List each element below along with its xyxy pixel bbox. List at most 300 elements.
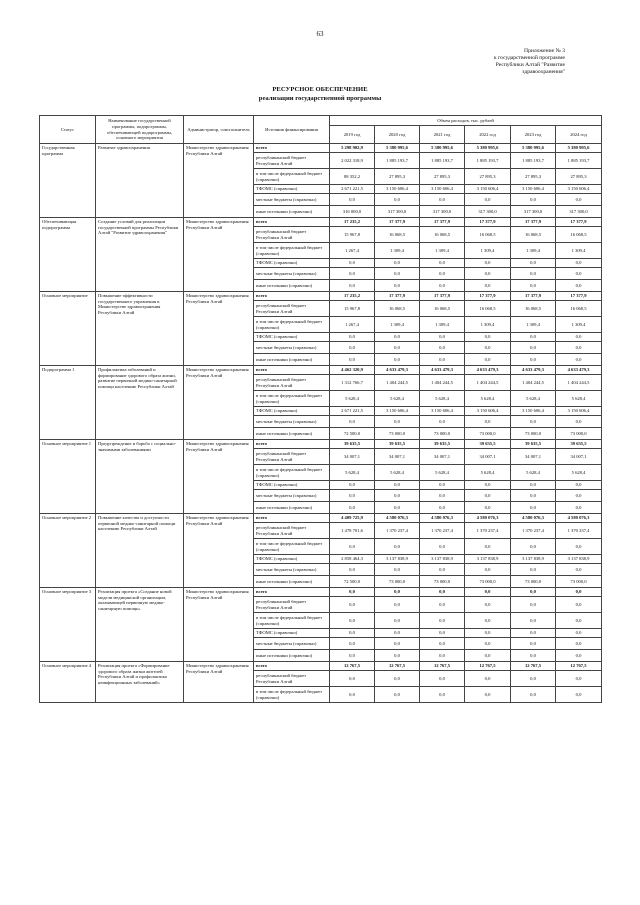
admin-cell: Министерство здравоохранения Республики Алтай [184, 662, 254, 703]
value-cell: 1 404 244,5 [556, 375, 602, 391]
value-cell: 0,0 [511, 259, 556, 268]
appendix-line: Республики Алтай "Развитие [495, 62, 565, 69]
header-year: 2023 год [511, 126, 556, 144]
value-cell: 3 150 606,4 [511, 407, 556, 416]
value-cell: 5 628,4 [330, 391, 375, 407]
table-body [40, 144, 602, 703]
value-cell: 0,0 [330, 416, 375, 428]
value-cell: 5 380 995,6 [420, 144, 465, 153]
value-cell: 0,0 [511, 613, 556, 629]
value-cell: 17 377,9 [556, 292, 602, 301]
value-cell: 3 137 838,9 [420, 555, 465, 564]
value-cell: 0,0 [556, 354, 602, 366]
source-cell: местные бюджеты (справочно) [254, 638, 330, 650]
value-cell: 1 370 237,4 [420, 523, 465, 539]
source-cell: ТФОМС (справочно) [254, 333, 330, 342]
value-cell: 5 628,4 [330, 465, 375, 481]
value-cell: 0,0 [511, 481, 556, 490]
source-cell: местные бюджеты (справочно) [254, 194, 330, 206]
value-cell: 0,0 [375, 481, 420, 490]
value-cell: 0,0 [330, 194, 375, 206]
source-cell: всего [254, 218, 330, 227]
status-cell: Основное мероприятие 3 [40, 588, 96, 662]
source-cell: иные источники (справочно) [254, 502, 330, 514]
name-cell: Развитие здравоохранения [96, 144, 184, 218]
value-cell: 39 635,5 [556, 440, 602, 449]
value-cell: 0,0 [465, 597, 511, 613]
value-cell: 0,0 [330, 671, 375, 687]
value-cell: 4 633 479,3 [420, 366, 465, 375]
value-cell: 0,0 [511, 588, 556, 597]
source-cell: иные источники (справочно) [254, 428, 330, 440]
value-cell: 0,0 [511, 333, 556, 342]
value-cell: 1 309,4 [556, 317, 602, 333]
source-cell: всего [254, 662, 330, 671]
value-cell: 1 267,4 [330, 243, 375, 259]
value-cell: 5 380 995,6 [511, 144, 556, 153]
value-cell: 73 000,0 [375, 576, 420, 588]
value-cell: 34 007,1 [330, 449, 375, 465]
value-cell: 3 150 606,4 [465, 407, 511, 416]
value-cell: 1 370 237,4 [465, 523, 511, 539]
value-cell: 0,0 [556, 259, 602, 268]
value-cell: 0,0 [420, 539, 465, 555]
value-cell: 0,0 [556, 613, 602, 629]
value-cell: 39 635,5 [511, 440, 556, 449]
value-cell: 27 895,3 [465, 169, 511, 185]
table-row [40, 514, 602, 523]
value-cell: 12 767,5 [511, 662, 556, 671]
value-cell: 1 370 237,4 [375, 523, 420, 539]
value-cell: 73 000,0 [511, 576, 556, 588]
value-cell: 34 007,1 [465, 449, 511, 465]
value-cell: 0,0 [511, 354, 556, 366]
value-cell: 0,0 [556, 194, 602, 206]
value-cell: 12 767,5 [465, 662, 511, 671]
source-cell: республиканский бюджет Республики Алтай [254, 153, 330, 169]
value-cell: 0,0 [465, 671, 511, 687]
value-cell: 17 235,2 [330, 218, 375, 227]
name-cell: Реализация проекта «Создание новой модели медицинской организации, оказывающей первичную медико-санитарную помощь» [96, 588, 184, 662]
source-cell: местные бюджеты (справочно) [254, 268, 330, 280]
source-cell: в том числе федеральный бюджет (справочно) [254, 613, 330, 629]
value-cell: 317 300,0 [465, 206, 511, 218]
name-cell: Реализация проекта «Формирование здорового образа жизни жителей Республики Алтай и профилактика неинфекционных заболеваний» [96, 662, 184, 703]
value-cell: 0,0 [511, 416, 556, 428]
name-cell: Повышение эффективности государственного управления в Министерстве здравоохранения Республики Алтай [96, 292, 184, 366]
value-cell: 1 309,4 [465, 243, 511, 259]
value-cell: 39 635,5 [330, 440, 375, 449]
value-cell: 17 377,9 [556, 218, 602, 227]
resource-table [39, 115, 602, 703]
title-line: РЕСУРСНОЕ ОБЕСПЕЧЕНИЕ [272, 86, 368, 93]
source-cell: ТФОМС (справочно) [254, 629, 330, 638]
value-cell: 34 007,1 [420, 449, 465, 465]
value-cell: 17 377,9 [375, 218, 420, 227]
value-cell: 2 671 221,5 [330, 407, 375, 416]
source-cell: в том числе федеральный бюджет (справочно) [254, 539, 330, 555]
value-cell: 316 000,0 [330, 206, 375, 218]
value-cell: 0,0 [556, 629, 602, 638]
value-cell: 34 007,1 [375, 449, 420, 465]
header-year: 2020 год [375, 126, 420, 144]
admin-cell: Министерство здравоохранения Республики Алтай [184, 588, 254, 662]
admin-cell: Министерство здравоохранения Республики Алтай [184, 440, 254, 514]
value-cell: 0,0 [556, 416, 602, 428]
value-cell: 0,0 [420, 259, 465, 268]
value-cell: 17 377,9 [511, 292, 556, 301]
value-cell: 4 633 479,3 [556, 366, 602, 375]
source-cell: местные бюджеты (справочно) [254, 564, 330, 576]
value-cell: 0,0 [556, 342, 602, 354]
value-cell: 0,0 [511, 638, 556, 650]
value-cell: 34 007,1 [511, 449, 556, 465]
value-cell: 17 377,9 [465, 218, 511, 227]
value-cell: 3 137 838,9 [556, 555, 602, 564]
source-cell: республиканский бюджет Республики Алтай [254, 523, 330, 539]
source-cell: республиканский бюджет Республики Алтай [254, 449, 330, 465]
value-cell: 1 309,4 [556, 243, 602, 259]
value-cell: 16 068,5 [556, 227, 602, 243]
value-cell: 0,0 [375, 268, 420, 280]
value-cell: 0,0 [556, 671, 602, 687]
appendix-line: к государственной программе [493, 55, 565, 62]
value-cell: 0,0 [375, 342, 420, 354]
value-cell: 0,0 [375, 687, 420, 703]
table-row [40, 144, 602, 153]
value-cell: 16 068,5 [511, 301, 556, 317]
admin-cell: Министерство здравоохранения Республики Алтай [184, 218, 254, 292]
source-cell: республиканский бюджет Республики Алтай [254, 671, 330, 687]
subtitle-line: реализации государственной программы [258, 94, 382, 102]
page-number: 63 [316, 30, 324, 38]
value-cell: 0,0 [465, 650, 511, 662]
source-cell: в том числе федеральный бюджет (справочно) [254, 243, 330, 259]
value-cell: 5 298 902,9 [330, 144, 375, 153]
value-cell: 0,0 [556, 268, 602, 280]
value-cell: 0,0 [330, 539, 375, 555]
value-cell: 3 150 606,4 [465, 185, 511, 194]
value-cell: 0,0 [330, 333, 375, 342]
value-cell: 0,0 [556, 502, 602, 514]
value-cell: 0,0 [465, 629, 511, 638]
header-year: 2024 год [556, 126, 602, 144]
value-cell: 0,0 [330, 588, 375, 597]
appendix-line: Приложение № 3 [524, 48, 565, 54]
value-cell: 1 885 193,7 [465, 153, 511, 169]
value-cell: 0,0 [465, 502, 511, 514]
value-cell: 72 500,0 [330, 428, 375, 440]
value-cell: 5 628,4 [420, 465, 465, 481]
value-cell: 5 628,4 [556, 391, 602, 407]
source-cell: в том числе федеральный бюджет (справочно) [254, 465, 330, 481]
value-cell: 73 000,0 [465, 576, 511, 588]
value-cell: 1 309,4 [375, 317, 420, 333]
value-cell: 2 671 221,5 [330, 185, 375, 194]
value-cell: 73 000,0 [556, 428, 602, 440]
value-cell: 0,0 [375, 650, 420, 662]
value-cell: 17 377,9 [420, 292, 465, 301]
value-cell: 1 309,4 [420, 243, 465, 259]
value-cell: 317 300,0 [420, 206, 465, 218]
source-cell: ТФОМС (справочно) [254, 259, 330, 268]
admin-cell: Министерство здравоохранения Республики Алтай [184, 292, 254, 366]
value-cell: 0,0 [375, 638, 420, 650]
source-cell: всего [254, 366, 330, 375]
value-cell: 0,0 [556, 687, 602, 703]
value-cell: 0,0 [375, 333, 420, 342]
value-cell: 4 580 076,3 [420, 514, 465, 523]
source-cell: местные бюджеты (справочно) [254, 490, 330, 502]
value-cell: 0,0 [375, 354, 420, 366]
source-cell: республиканский бюджет Республики Алтай [254, 227, 330, 243]
value-cell: 0,0 [330, 259, 375, 268]
header-status: Статус [40, 116, 96, 144]
value-cell: 73 000,0 [375, 428, 420, 440]
status-cell: Основное мероприятие 4 [40, 662, 96, 703]
value-cell: 0,0 [330, 268, 375, 280]
value-cell: 0,0 [420, 687, 465, 703]
value-cell: 1 404 244,5 [420, 375, 465, 391]
source-cell: республиканский бюджет Республики Алтай [254, 597, 330, 613]
header-name: Наименование государственной программы, подпрограммы, обеспечивающей подпрограммы, основного мероприятия [96, 116, 184, 144]
value-cell: 3 150 606,4 [420, 185, 465, 194]
value-cell: 0,0 [511, 539, 556, 555]
value-cell: 3 137 838,9 [375, 555, 420, 564]
value-cell: 1 309,4 [511, 317, 556, 333]
value-cell: 0,0 [330, 650, 375, 662]
value-cell: 3 137 838,9 [511, 555, 556, 564]
header-source: Источник финансирования [254, 116, 330, 144]
value-cell: 0,0 [375, 502, 420, 514]
value-cell: 88 352,2 [330, 169, 375, 185]
table-row [40, 662, 602, 671]
value-cell: 5 380 995,6 [556, 144, 602, 153]
value-cell: 0,0 [375, 597, 420, 613]
value-cell: 0,0 [375, 490, 420, 502]
value-cell: 5 628,4 [556, 465, 602, 481]
value-cell: 16 068,5 [465, 301, 511, 317]
value-cell: 16 068,5 [556, 301, 602, 317]
value-cell: 0,0 [465, 259, 511, 268]
value-cell: 16 068,5 [420, 301, 465, 317]
value-cell: 5 628,4 [465, 391, 511, 407]
status-cell: Основное мероприятие 1 [40, 440, 96, 514]
value-cell: 0,0 [375, 259, 420, 268]
value-cell: 0,0 [330, 342, 375, 354]
value-cell: 0,0 [511, 268, 556, 280]
header-year: 2021 год [420, 126, 465, 144]
status-cell: Основное мероприятие 2 [40, 514, 96, 588]
admin-cell: Министерство здравоохранения Республики Алтай [184, 144, 254, 218]
value-cell: 0,0 [375, 280, 420, 292]
source-cell: ТФОМС (справочно) [254, 481, 330, 490]
value-cell: 0,0 [511, 687, 556, 703]
value-cell: 4 633 479,3 [511, 366, 556, 375]
value-cell: 0,0 [330, 490, 375, 502]
header-admin: Администратор, соисполнитель [184, 116, 254, 144]
name-cell: Предупреждение и борьба с социально-значимыми заболеваниями [96, 440, 184, 514]
value-cell: 0,0 [420, 671, 465, 687]
value-cell: 5 380 995,6 [375, 144, 420, 153]
value-cell: 0,0 [420, 597, 465, 613]
value-cell: 16 068,5 [465, 227, 511, 243]
header-year: 2019 год [330, 126, 375, 144]
value-cell: 3 150 606,4 [556, 407, 602, 416]
value-cell: 0,0 [511, 650, 556, 662]
value-cell: 0,0 [465, 687, 511, 703]
value-cell: 1 312 766,7 [330, 375, 375, 391]
value-cell: 0,0 [420, 564, 465, 576]
document-title [0, 86, 640, 104]
admin-cell: Министерство здравоохранения Республики Алтай [184, 366, 254, 440]
value-cell: 0,0 [330, 597, 375, 613]
value-cell: 0,0 [420, 588, 465, 597]
source-cell: ТФОМС (справочно) [254, 407, 330, 416]
value-cell: 1 885 193,7 [556, 153, 602, 169]
value-cell: 0,0 [330, 613, 375, 629]
source-cell: местные бюджеты (справочно) [254, 342, 330, 354]
value-cell: 0,0 [420, 481, 465, 490]
value-cell: 72 500,0 [330, 576, 375, 588]
value-cell: 0,0 [420, 502, 465, 514]
value-cell: 0,0 [511, 280, 556, 292]
value-cell: 0,0 [420, 194, 465, 206]
value-cell: 0,0 [465, 539, 511, 555]
value-cell: 0,0 [375, 194, 420, 206]
value-cell: 0,0 [330, 638, 375, 650]
value-cell: 0,0 [375, 564, 420, 576]
value-cell: 1 885 193,7 [375, 153, 420, 169]
source-cell: всего [254, 292, 330, 301]
value-cell: 0,0 [375, 671, 420, 687]
source-cell: всего [254, 514, 330, 523]
value-cell: 0,0 [465, 490, 511, 502]
value-cell: 1 309,4 [420, 317, 465, 333]
value-cell: 0,0 [556, 280, 602, 292]
value-cell: 4 409 725,9 [330, 514, 375, 523]
value-cell: 5 628,4 [511, 465, 556, 481]
value-cell: 0,0 [375, 629, 420, 638]
value-cell: 0,0 [556, 597, 602, 613]
value-cell: 3 150 606,4 [420, 407, 465, 416]
value-cell: 1 309,4 [465, 317, 511, 333]
value-cell: 27 895,3 [420, 169, 465, 185]
value-cell: 0,0 [375, 539, 420, 555]
value-cell: 16 068,5 [511, 227, 556, 243]
value-cell: 0,0 [511, 194, 556, 206]
value-cell: 0,0 [420, 490, 465, 502]
value-cell: 27 895,3 [556, 169, 602, 185]
status-cell: Обеспечивающая подпрограмма [40, 218, 96, 292]
source-cell: иные источники (справочно) [254, 280, 330, 292]
value-cell: 3 137 838,9 [465, 555, 511, 564]
value-cell: 4 462 320,9 [330, 366, 375, 375]
value-cell: 17 377,9 [511, 218, 556, 227]
value-cell: 0,0 [420, 268, 465, 280]
value-cell: 27 895,3 [375, 169, 420, 185]
status-cell: Основное мероприятие [40, 292, 96, 366]
name-cell: Профилактика заболеваний и формирование здорового образа жизни, развитие первичной медико-санитарной помощи населению Республики Алтай [96, 366, 184, 440]
value-cell: 0,0 [556, 638, 602, 650]
value-cell: 16 068,5 [375, 227, 420, 243]
value-cell: 0,0 [511, 597, 556, 613]
value-cell: 1 478 701,6 [330, 523, 375, 539]
value-cell: 0,0 [420, 333, 465, 342]
value-cell: 0,0 [465, 416, 511, 428]
value-cell: 5 628,4 [420, 391, 465, 407]
value-cell: 1 885 193,7 [511, 153, 556, 169]
value-cell: 0,0 [556, 481, 602, 490]
source-cell: всего [254, 440, 330, 449]
value-cell: 0,0 [465, 638, 511, 650]
value-cell: 73 000,0 [465, 428, 511, 440]
value-cell: 39 635,5 [375, 440, 420, 449]
value-cell: 0,0 [465, 333, 511, 342]
source-cell: ТФОМС (справочно) [254, 185, 330, 194]
value-cell: 0,0 [420, 342, 465, 354]
value-cell: 0,0 [465, 342, 511, 354]
value-cell: 0,0 [511, 629, 556, 638]
value-cell: 34 007,1 [556, 449, 602, 465]
value-cell: 0,0 [511, 671, 556, 687]
source-cell: всего [254, 144, 330, 153]
value-cell: 1 309,4 [375, 243, 420, 259]
value-cell: 39 635,5 [465, 440, 511, 449]
value-cell: 73 000,0 [556, 576, 602, 588]
value-cell: 0,0 [420, 354, 465, 366]
value-cell: 0,0 [465, 280, 511, 292]
value-cell: 0,0 [375, 588, 420, 597]
value-cell: 0,0 [511, 502, 556, 514]
source-cell: в том числе федеральный бюджет (справочно) [254, 687, 330, 703]
appendix-line: здравоохранения" [522, 69, 565, 76]
value-cell: 317 300,0 [556, 206, 602, 218]
value-cell: 73 000,0 [420, 428, 465, 440]
table-row [40, 218, 602, 227]
value-cell: 0,0 [465, 194, 511, 206]
value-cell: 0,0 [556, 588, 602, 597]
value-cell: 0,0 [511, 342, 556, 354]
source-cell: иные источники (справочно) [254, 206, 330, 218]
value-cell: 27 895,3 [511, 169, 556, 185]
appendix-note [365, 48, 565, 77]
value-cell: 0,0 [375, 613, 420, 629]
source-cell: местные бюджеты (справочно) [254, 416, 330, 428]
value-cell: 0,0 [330, 687, 375, 703]
value-cell: 4 633 479,3 [375, 366, 420, 375]
value-cell: 0,0 [556, 564, 602, 576]
source-cell: всего [254, 588, 330, 597]
value-cell: 3 150 606,4 [556, 185, 602, 194]
value-cell: 0,0 [330, 629, 375, 638]
value-cell: 0,0 [420, 650, 465, 662]
value-cell: 15 967,8 [330, 301, 375, 317]
source-cell: иные источники (справочно) [254, 650, 330, 662]
value-cell: 73 000,0 [511, 428, 556, 440]
value-cell: 0,0 [420, 613, 465, 629]
value-cell: 0,0 [330, 481, 375, 490]
value-cell: 12 767,5 [420, 662, 465, 671]
value-cell: 0,0 [330, 502, 375, 514]
source-cell: в том числе федеральный бюджет (справочно) [254, 169, 330, 185]
value-cell: 1 404 244,5 [375, 375, 420, 391]
value-cell: 1 267,4 [330, 317, 375, 333]
value-cell: 16 068,5 [375, 301, 420, 317]
value-cell: 12 767,5 [375, 662, 420, 671]
value-cell: 317 300,0 [375, 206, 420, 218]
table-row [40, 440, 602, 449]
